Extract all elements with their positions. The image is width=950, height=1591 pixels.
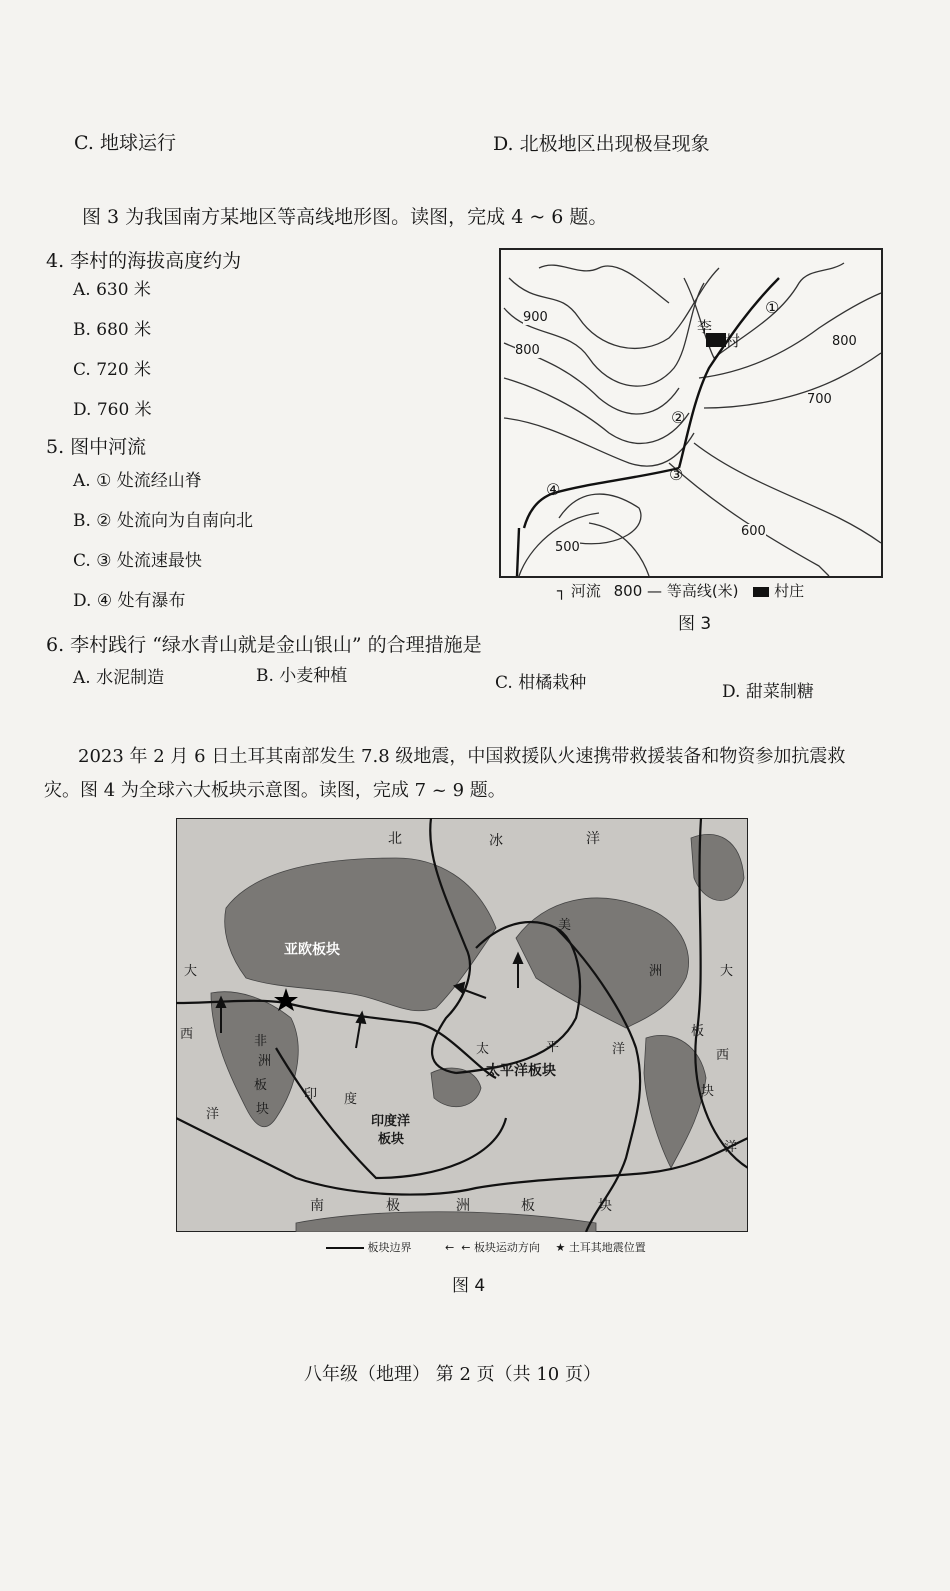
label-america-3: 板	[691, 1024, 705, 1039]
label-atlantic-west-2: 西	[180, 1027, 194, 1042]
contour-label-800-right: 800	[832, 334, 857, 349]
legend-motion: 板块运动方向	[473, 1241, 540, 1254]
label-indian-plate: 印度洋	[371, 1114, 411, 1129]
label-africa-1: 非	[254, 1034, 268, 1049]
river-mark-2: ②	[671, 408, 686, 427]
river-mark-3: ③	[669, 465, 684, 484]
contour-label-500: 500	[555, 540, 580, 555]
q6-option-d: D. 甜菜制糖	[722, 682, 814, 702]
contour-label-700: 700	[807, 392, 832, 407]
label-antarctic-2: 极	[386, 1198, 400, 1214]
map-frame	[500, 249, 882, 577]
q4-option-b: B. 680 米	[73, 320, 152, 340]
q4-option-c: C. 720 米	[73, 360, 152, 380]
label-pacific-plate: 太平洋板块	[486, 1063, 556, 1079]
q6-stem: 6. 李村践行 “绿水青山就是金山银山” 的合理措施是	[46, 634, 482, 656]
option-c-partial: C. 地球运行	[74, 132, 176, 154]
label-africa-2: 洲	[258, 1054, 272, 1069]
legend-contour: 等高线(米)	[666, 582, 739, 600]
legend-contour-value: 800	[613, 582, 643, 600]
label-indian-plate-2: 板块	[378, 1132, 405, 1147]
river-mark-4: ④	[546, 480, 561, 499]
label-antarctic-4: 板	[521, 1198, 535, 1214]
intro-q4-6: 图 3 为我国南方某地区等高线地形图。读图，完成 4 ~ 6 题。	[82, 206, 608, 228]
q5-option-d: D. ④ 处有瀑布	[73, 591, 186, 611]
label-pacific-1: 太	[476, 1042, 490, 1057]
label-ice: 冰	[489, 833, 503, 849]
page-footer: 八年级（地理） 第 2 页（共 10 页）	[304, 1364, 601, 1385]
plate-map-figure-4	[176, 818, 748, 1232]
legend-quake: 土耳其地震位置	[568, 1241, 646, 1254]
figure-3-legend	[557, 580, 804, 601]
contour-label-800-left: 800	[515, 343, 540, 358]
label-antarctic-1: 南	[310, 1198, 324, 1214]
q4-option-a: A. 630 米	[73, 280, 151, 300]
label-pacific-2: 平	[546, 1040, 560, 1055]
river-mark-1: ①	[765, 298, 780, 317]
figure-3-caption: 图 3	[678, 614, 712, 634]
label-atlantic-west-3: 洋	[206, 1107, 220, 1122]
contour-map-svg	[499, 248, 883, 578]
label-pacific-3: 洋	[612, 1042, 626, 1057]
label-atlantic-east-3: 洋	[724, 1140, 738, 1155]
village-legend-icon	[753, 587, 769, 597]
q5-option-c: C. ③ 处流速最快	[73, 551, 202, 571]
q5-stem: 5. 图中河流	[46, 436, 147, 458]
q5-option-a: A. ① 处流经山脊	[73, 471, 202, 491]
boundary-legend-icon	[326, 1247, 364, 1249]
label-ocean-arctic: 洋	[586, 831, 600, 847]
contour-label-600: 600	[741, 524, 766, 539]
label-america-2: 洲	[649, 964, 663, 979]
label-america-4: 块	[701, 1084, 715, 1099]
legend-village: 村庄	[774, 582, 805, 600]
label-america-1: 美	[558, 918, 572, 933]
q4-stem: 4. 李村的海拔高度约为	[46, 250, 242, 272]
motion-legend-icon: ← ←	[445, 1241, 471, 1254]
star-legend-icon: ★	[555, 1241, 566, 1254]
contour-map-figure-3	[499, 248, 883, 578]
label-atlantic-east-1: 大	[720, 964, 734, 979]
intro-q7-9-line1: 2023 年 2 月 6 日土耳其南部发生 7.8 级地震，中国救援队火速携带救援装备和物资参加抗震救	[78, 746, 846, 767]
figure-4-caption: 图 4	[452, 1276, 486, 1296]
q6-option-c: C. 柑橘栽种	[495, 673, 587, 693]
label-africa-4: 块	[256, 1102, 270, 1117]
intro-q7-9-line2: 灾。图 4 为全球六大板块示意图。读图，完成 7 ~ 9 题。	[44, 780, 506, 801]
label-north: 北	[388, 831, 402, 847]
label-africa-3: 板	[254, 1078, 268, 1093]
q4-option-d: D. 760 米	[73, 400, 152, 420]
village-label-cun: 村	[725, 332, 741, 350]
legend-river: 河流	[570, 582, 601, 600]
village-label-li: 李	[697, 318, 713, 336]
label-indian-1: 印	[304, 1087, 318, 1102]
q5-option-b: B. ② 处流向为自南向北	[73, 511, 253, 531]
label-antarctic-5: 块	[598, 1198, 612, 1214]
river-legend-icon: ┐	[557, 582, 567, 600]
legend-boundary: 板块边界	[367, 1241, 412, 1254]
label-antarctic-3: 洲	[456, 1198, 470, 1214]
plate-map-svg	[176, 818, 748, 1232]
q6-option-a: A. 水泥制造	[73, 668, 165, 688]
q6-option-b: B. 小麦种植	[256, 666, 348, 686]
label-atlantic-west-1: 大	[184, 964, 198, 979]
option-d: D. 北极地区出现极昼现象	[493, 133, 710, 155]
contour-label-900: 900	[523, 310, 548, 325]
label-atlantic-east-2: 西	[716, 1048, 730, 1063]
label-eurasian-plate: 亚欧板块	[284, 942, 340, 958]
label-indian-2: 度	[344, 1092, 358, 1107]
figure-4-legend	[326, 1239, 646, 1255]
contour-legend-icon: —	[647, 582, 663, 600]
